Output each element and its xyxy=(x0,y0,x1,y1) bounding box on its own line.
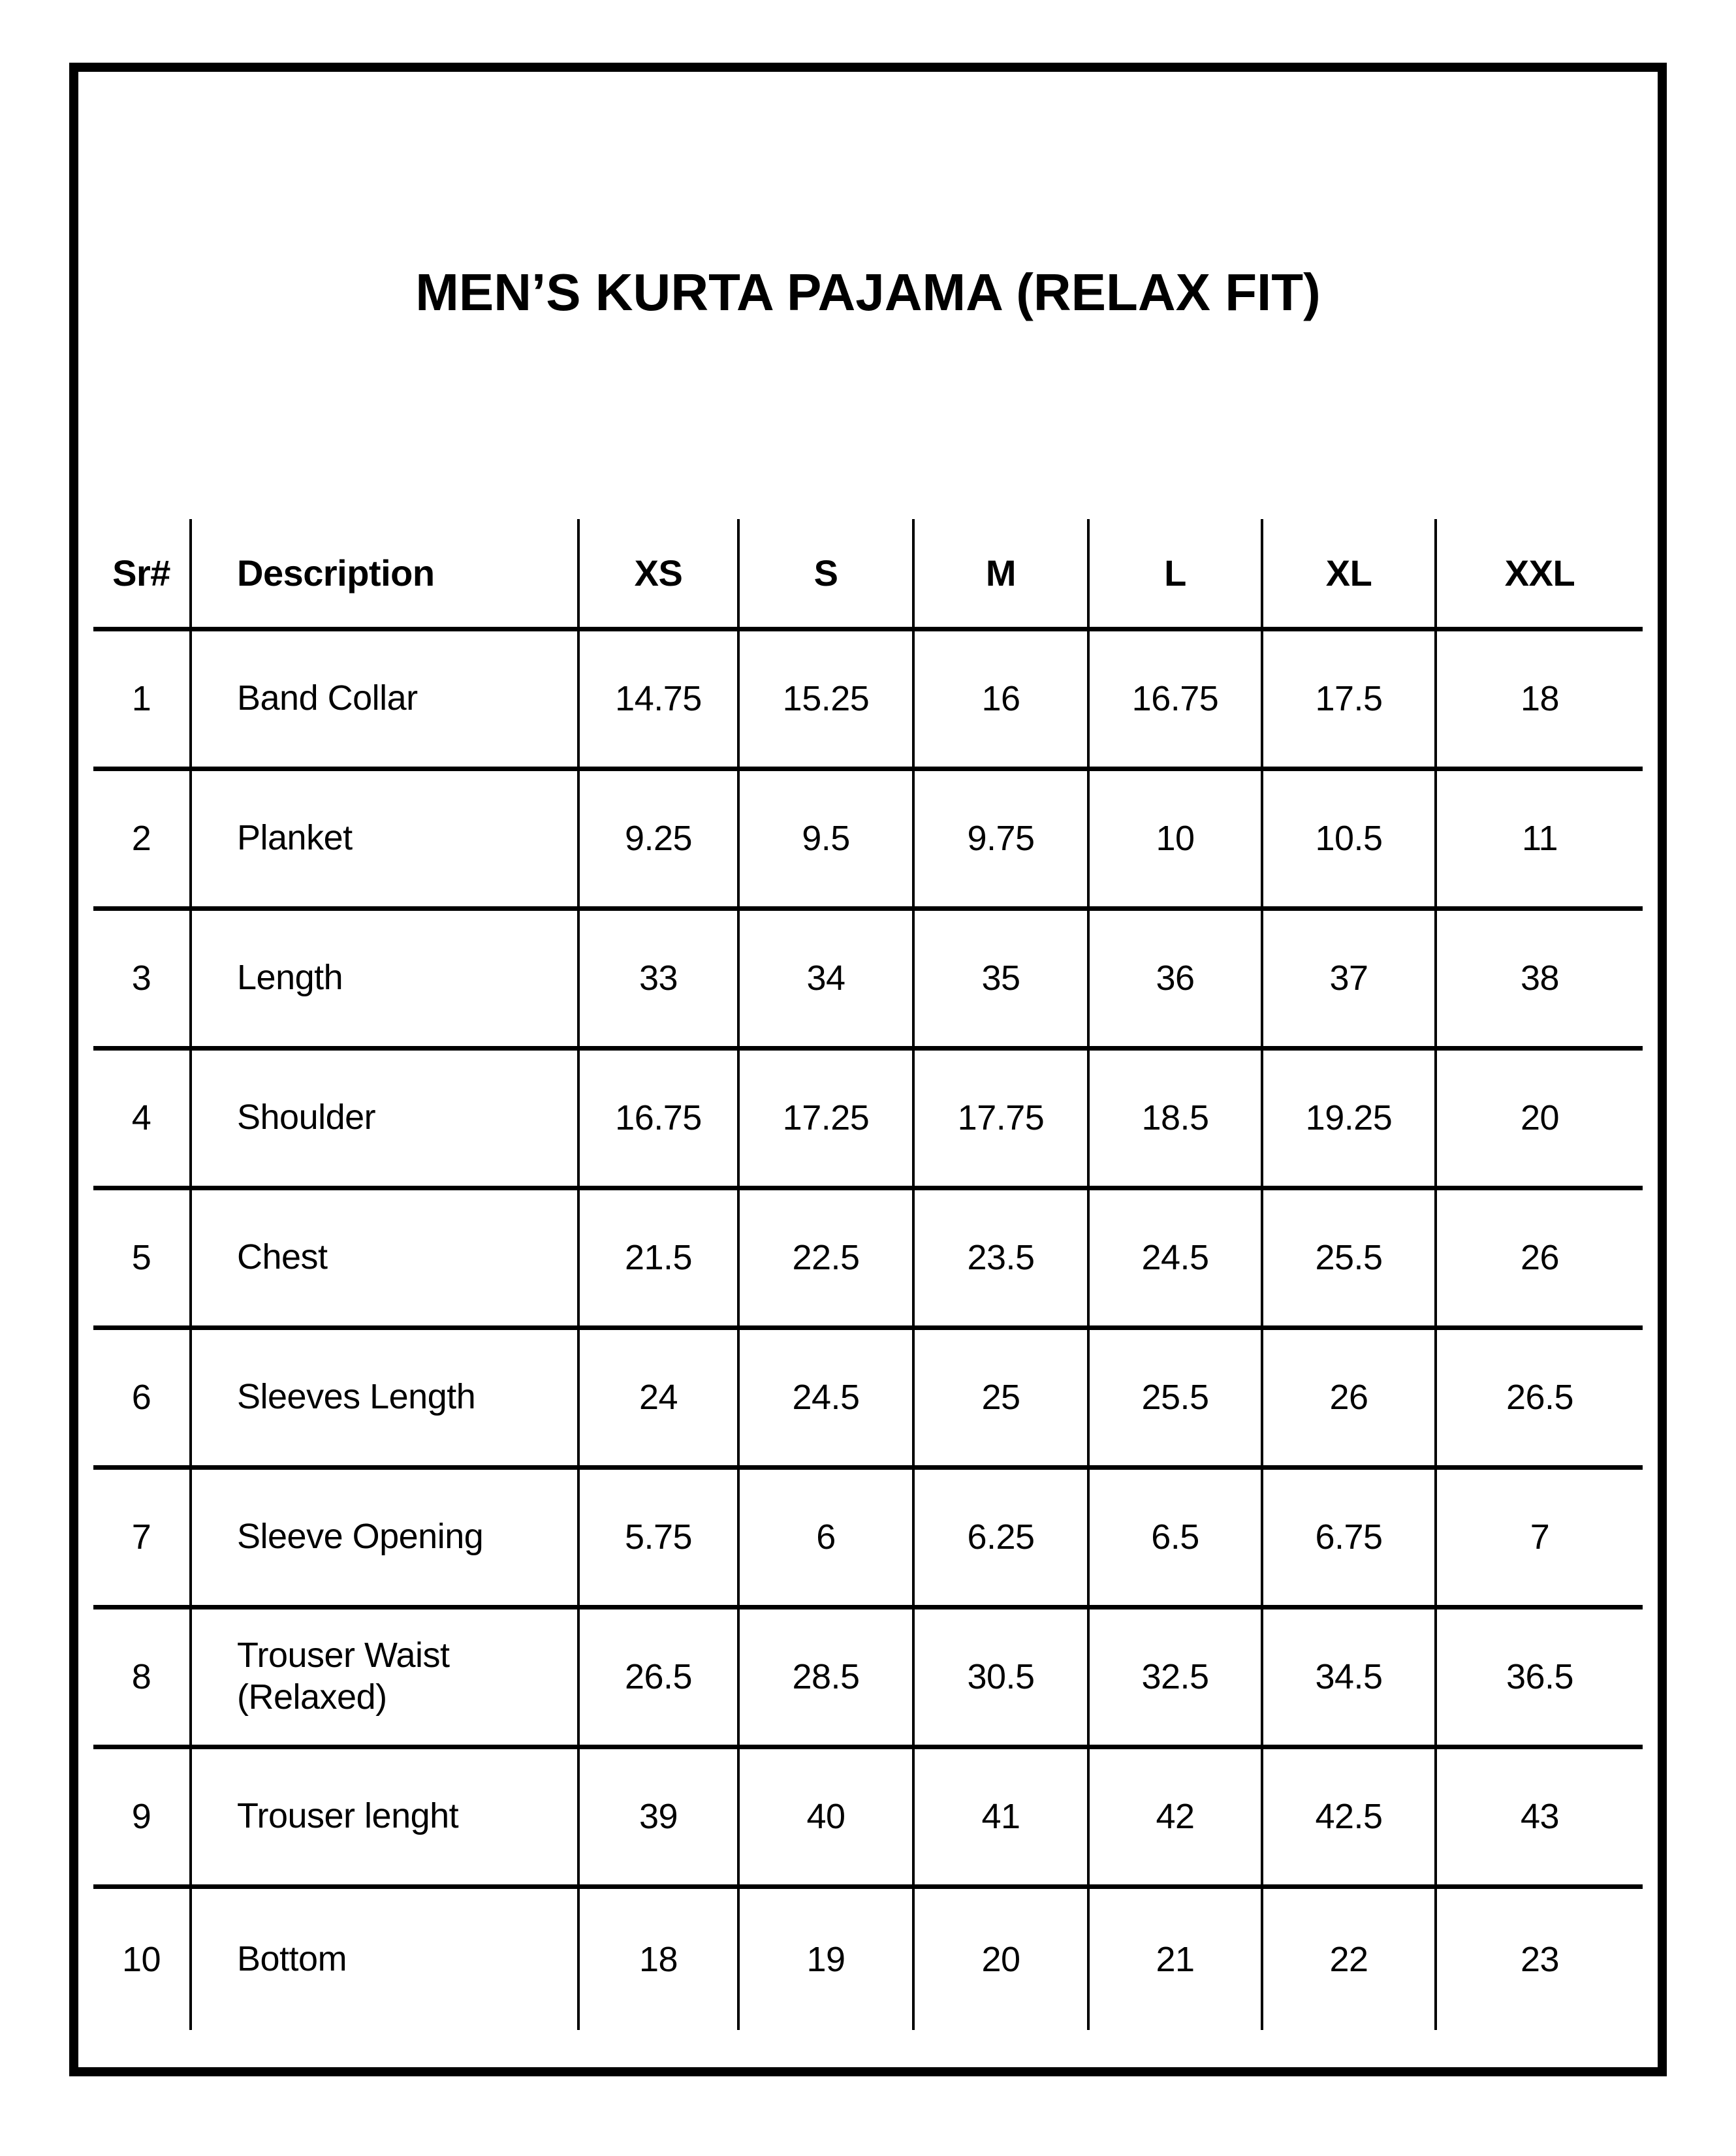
value-cell-xxl: 43 xyxy=(1436,1747,1643,1886)
description-cell xyxy=(191,1188,578,1327)
value-cell-xs: 5.75 xyxy=(578,1467,738,1607)
value-cell-xxl: 26.5 xyxy=(1436,1327,1643,1467)
header-cell-xl: XL xyxy=(1262,519,1436,629)
description-text: Trouser Waist xyxy=(237,1636,450,1675)
value-cell-s: 15.25 xyxy=(738,629,913,769)
value-cell-m: 17.75 xyxy=(913,1048,1088,1188)
value-cell-xs: 39 xyxy=(578,1747,738,1886)
value-cell-m: 35 xyxy=(913,908,1088,1048)
value-cell-xl: 10.5 xyxy=(1262,769,1436,908)
description-text: Length xyxy=(237,958,343,998)
table-row xyxy=(93,1048,1643,1188)
sr-cell: 5 xyxy=(93,1188,191,1327)
value-cell-xl: 42.5 xyxy=(1262,1747,1436,1886)
description-text: Band Collar xyxy=(237,678,418,718)
value-cell-l: 18.5 xyxy=(1088,1048,1262,1188)
value-cell-xl: 17.5 xyxy=(1262,629,1436,769)
value-cell-s: 24.5 xyxy=(738,1327,913,1467)
value-cell-l: 24.5 xyxy=(1088,1188,1262,1327)
value-cell-l: 16.75 xyxy=(1088,629,1262,769)
value-cell-xs: 26.5 xyxy=(578,1607,738,1747)
description-text: Bottom xyxy=(237,1939,347,1978)
value-cell-xxl: 38 xyxy=(1436,908,1643,1048)
sr-cell: 8 xyxy=(93,1607,191,1747)
value-cell-l: 36 xyxy=(1088,908,1262,1048)
description-cell xyxy=(191,629,578,769)
value-cell-xxl: 23 xyxy=(1520,1939,1560,1979)
value-cell-xs: 33 xyxy=(578,908,738,1048)
value-cell-xxl: 36.5 xyxy=(1436,1607,1643,1747)
description-text: Planket xyxy=(237,818,353,858)
value-cell-s: 22.5 xyxy=(738,1188,913,1327)
description-text: Trouser lenght xyxy=(237,1796,459,1836)
value-cell-xxl: 18 xyxy=(1436,629,1643,769)
page-title: MEN’S KURTA PAJAMA (RELAX FIT) xyxy=(415,263,1321,321)
description-cell xyxy=(191,908,578,1048)
sr-cell: 10 xyxy=(93,1886,191,2030)
table-row xyxy=(93,629,1643,769)
description-cell xyxy=(191,769,578,908)
value-cell-xl: 6.75 xyxy=(1262,1467,1436,1607)
description-cell xyxy=(191,1467,578,1607)
sr-cell: 1 xyxy=(93,629,191,769)
value-cell-s: 40 xyxy=(738,1747,913,1886)
table-row xyxy=(93,1327,1643,1467)
table-row xyxy=(93,908,1643,1048)
value-cell-l: 25.5 xyxy=(1088,1327,1262,1467)
sr-cell: 9 xyxy=(93,1747,191,1886)
description-text: Sleeve Opening xyxy=(237,1517,484,1557)
value-cell-xl: 34.5 xyxy=(1262,1607,1436,1747)
value-cell-l: 32.5 xyxy=(1088,1607,1262,1747)
value-cell-xs: 24 xyxy=(578,1327,738,1467)
header-cell-m: M xyxy=(913,519,1088,629)
value-cell-l: 6.5 xyxy=(1088,1467,1262,1607)
value-cell-xl: 25.5 xyxy=(1262,1188,1436,1327)
header-cell-s: S xyxy=(738,519,913,629)
header-cell-l: L xyxy=(1088,519,1262,629)
table-row xyxy=(93,1188,1643,1327)
table-row xyxy=(93,1886,1643,2030)
value-cell-m: 30.5 xyxy=(913,1607,1088,1747)
value-cell-xl: 22 xyxy=(1262,1886,1436,2030)
description-cell xyxy=(191,1886,578,2030)
value-cell-xl: 37 xyxy=(1262,908,1436,1048)
value-cell-xs: 18 xyxy=(578,1886,738,2030)
value-cell-m: 16 xyxy=(913,629,1088,769)
value-cell-l: 42 xyxy=(1088,1747,1262,1886)
value-cell-s: 34 xyxy=(738,908,913,1048)
header-cell-xxl: XXL xyxy=(1436,519,1643,629)
value-cell-xs: 14.75 xyxy=(578,629,738,769)
header-row xyxy=(93,519,1643,629)
value-cell-xxl: 7 xyxy=(1436,1467,1643,1607)
value-cell-m: 9.75 xyxy=(913,769,1088,908)
value-cell-xl: 19.25 xyxy=(1262,1048,1436,1188)
sr-cell: 7 xyxy=(93,1467,191,1607)
value-cell-xxl: 26 xyxy=(1436,1188,1643,1327)
value-cell-s: 9.5 xyxy=(738,769,913,908)
header-cell-xs: XS xyxy=(578,519,738,629)
value-cell-s: 6 xyxy=(738,1467,913,1607)
table-row xyxy=(93,769,1643,908)
size-chart-table xyxy=(93,519,1643,2030)
description-text: Sleeves Length xyxy=(237,1377,476,1417)
value-cell-s: 17.25 xyxy=(738,1048,913,1188)
value-cell-xs: 21.5 xyxy=(578,1188,738,1327)
description-cell xyxy=(191,1747,578,1886)
table-row xyxy=(93,1747,1643,1886)
table-row xyxy=(93,1607,1643,1747)
value-cell-l: 10 xyxy=(1088,769,1262,908)
sr-cell: 4 xyxy=(93,1048,191,1188)
value-cell-xl: 26 xyxy=(1262,1327,1436,1467)
description-text: Shoulder xyxy=(237,1098,376,1137)
value-cell-s: 28.5 xyxy=(738,1607,913,1747)
value-cell-xxl: 20 xyxy=(1436,1048,1643,1188)
value-cell-m: 25 xyxy=(913,1327,1088,1467)
description-cell xyxy=(191,1048,578,1188)
description-cell xyxy=(191,1607,578,1747)
value-cell-xs: 9.25 xyxy=(578,769,738,908)
value-cell-xxl: 11 xyxy=(1436,769,1643,908)
value-cell-m: 23.5 xyxy=(913,1188,1088,1327)
sr-cell: 6 xyxy=(93,1327,191,1467)
value-cell-m: 20 xyxy=(913,1886,1088,2030)
sr-cell: 2 xyxy=(93,769,191,908)
value-cell-xs: 16.75 xyxy=(578,1048,738,1188)
description-text: Chest xyxy=(237,1237,328,1277)
header-cell-sr: Sr# xyxy=(93,519,191,629)
sr-cell: 3 xyxy=(93,908,191,1048)
description-cell xyxy=(191,1327,578,1467)
value-cell-m: 41 xyxy=(913,1747,1088,1886)
value-cell-l: 21 xyxy=(1088,1886,1262,2030)
description-text-line2: (Relaxed) xyxy=(237,1677,387,1717)
value-cell-s: 19 xyxy=(738,1886,913,2030)
value-cell-m: 6.25 xyxy=(913,1467,1088,1607)
header-cell-description: Description xyxy=(191,519,578,629)
table-row xyxy=(93,1467,1643,1607)
